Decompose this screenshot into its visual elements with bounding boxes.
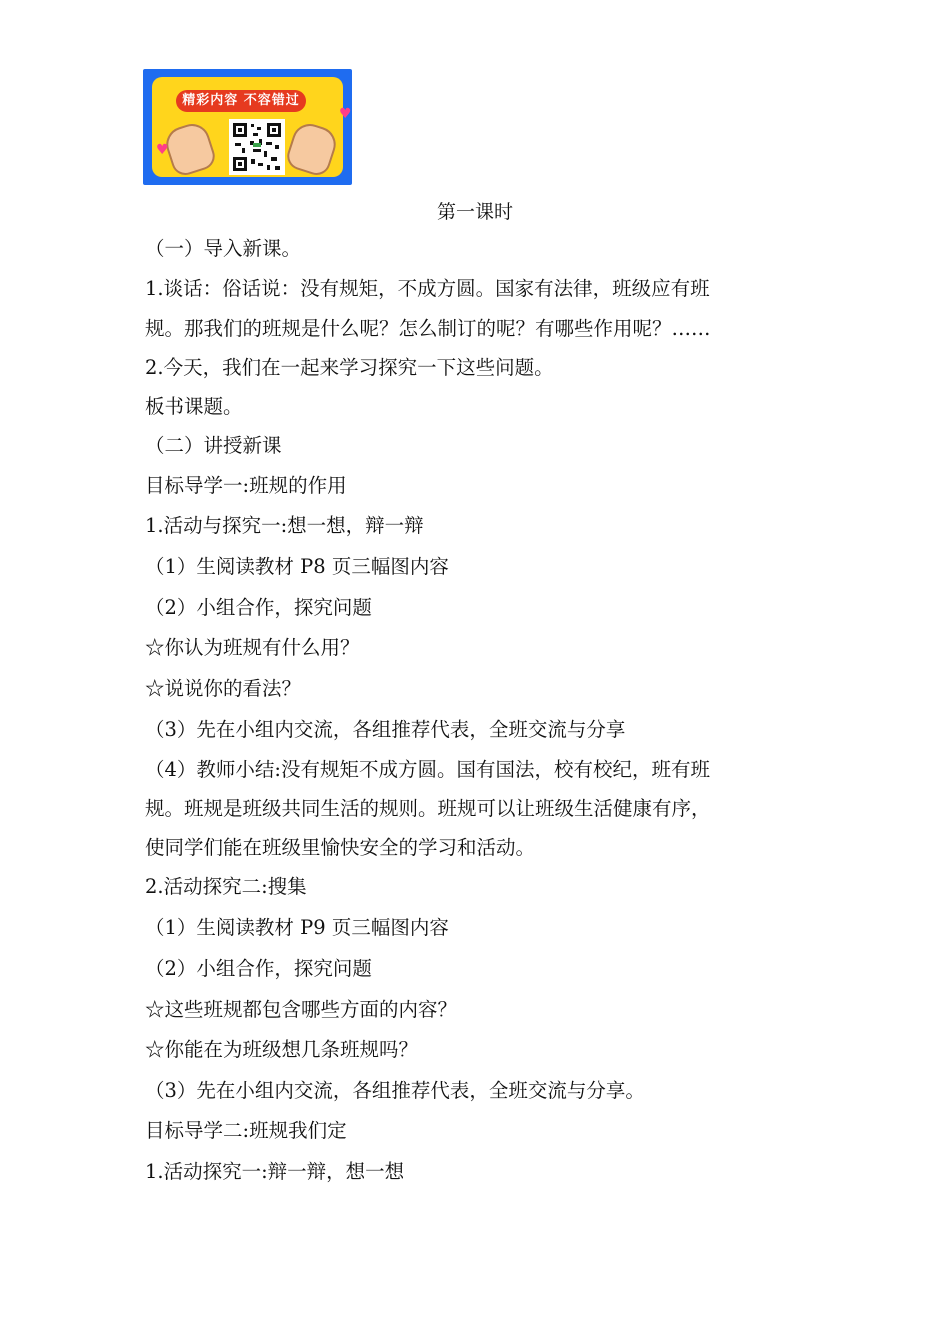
text-line: （3）先在小组内交流，各组推荐代表，全班交流与分享 xyxy=(145,718,626,741)
text-line: （2）小组合作，探究问题 xyxy=(145,596,372,619)
banner-title: 精彩内容 不容错过 xyxy=(176,90,306,112)
text-line: （4）教师小结:没有规矩不成方圆。国有国法，校有校纪，班有班 xyxy=(145,758,710,781)
text-line: （2）小组合作，探究问题 xyxy=(145,957,372,980)
text-line: （一）导入新课。 xyxy=(145,237,302,260)
text-line: 1.活动与探究一:想一想，辩一辩 xyxy=(145,514,424,537)
heart-icon: ♥ xyxy=(156,142,169,158)
question-line: ☆你能在为班级想几条班规吗？ xyxy=(145,1038,419,1061)
question-line: ☆说说你的看法？ xyxy=(145,677,302,700)
text-line: 规。班规是班级共同生活的规则。班规可以让班级生活健康有序， xyxy=(145,797,711,820)
text-line: （1）生阅读教材 P8 页三幅图内容 xyxy=(145,555,449,578)
text-line: 板书课题。 xyxy=(145,395,243,418)
lesson-heading: 第一课时 xyxy=(436,201,513,223)
clapping-hands-icon xyxy=(162,119,219,178)
text-line: 1.活动探究一:辩一辩，想一想 xyxy=(145,1160,405,1183)
text-line: 2.活动探究二:搜集 xyxy=(145,875,307,898)
text-line: （3）先在小组内交流，各组推荐代表，全班交流与分享。 xyxy=(145,1079,645,1102)
heart-icon: ♥ xyxy=(339,106,352,122)
text-line: 使同学们能在班级里愉快安全的学习和活动。 xyxy=(145,836,536,859)
text-line: 1.谈话：俗话说：没有规矩，不成方圆。国家有法律，班级应有班 xyxy=(145,277,710,300)
banner-panel xyxy=(152,77,352,177)
goal-heading: 目标导学二:班规我们定 xyxy=(145,1119,347,1142)
section-heading: （二）讲授新课 xyxy=(145,434,282,457)
goal-heading: 目标导学一:班规的作用 xyxy=(145,474,347,497)
text-line: （1）生阅读教材 P9 页三幅图内容 xyxy=(145,916,449,939)
clapping-hands-icon xyxy=(284,119,341,178)
qr-code-icon[interactable] xyxy=(229,119,285,175)
question-line: ☆你认为班规有什么用？ xyxy=(145,636,360,659)
text-line: 2.今天，我们在一起来学习探究一下这些问题。 xyxy=(145,356,554,379)
text-line: 规。那我们的班规是什么呢？怎么制订的呢？有哪些作用呢？…… xyxy=(145,317,711,340)
promo-banner[interactable] xyxy=(143,69,352,185)
question-line: ☆这些班规都包含哪些方面的内容？ xyxy=(145,998,458,1021)
